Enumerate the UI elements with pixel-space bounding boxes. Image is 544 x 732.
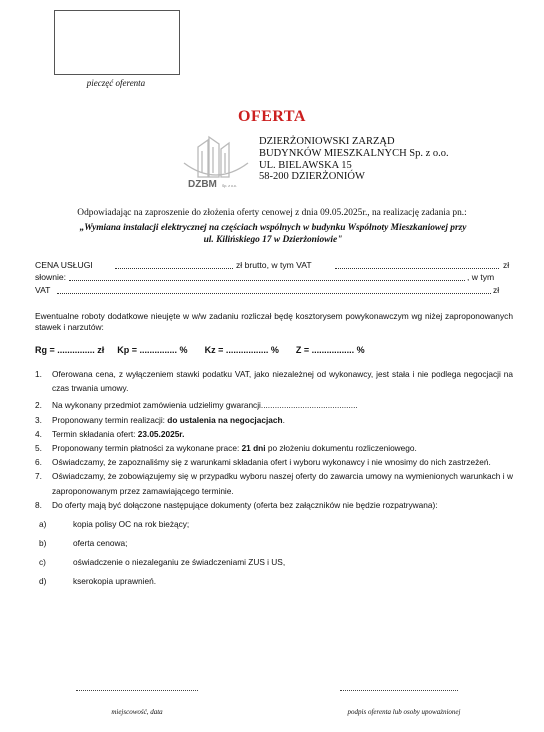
factor-rg[interactable]: Rg = ............... zł — [35, 345, 105, 355]
list-item — [35, 367, 513, 395]
slownie-label: słownie: — [35, 272, 67, 283]
attachment-letter: c) — [39, 557, 46, 568]
warranty-text: Na wykonany przedmiot zamówienia udzielimy gwarancji.......................................... — [52, 400, 358, 411]
factor-z[interactable]: Z = ................. % — [295, 345, 365, 355]
company-name-line1: DZIERŻONIOWSKI ZARZĄD — [259, 136, 395, 147]
item-text-end: po złożeniu dokumentu rozliczeniowego. — [265, 443, 417, 454]
list-item — [35, 441, 513, 455]
company-logo — [178, 133, 254, 191]
item-text: Oświadczamy, że zobowiązujemy się w przypadku wyboru naszej oferty do zawarcia umowy na wymienionych warunkach i w zaproponowanym przez zamawiającego terminie. — [52, 471, 513, 496]
stamp-label: pieczęć oferenta — [86, 78, 146, 88]
list-item — [35, 427, 513, 441]
price-label: CENA USŁUGI — [35, 260, 93, 270]
company-name-line2: BUDYNKÓW MIESZKALNYCH Sp. z o.o. — [259, 147, 449, 159]
vat-zl-label: zł — [493, 284, 500, 295]
item-text: Do oferty mają być dołączone następujące dokumenty (oferta bez załączników nie będzie rozpatrywana): — [52, 499, 438, 510]
w-tym-label: , w tym — [467, 272, 495, 283]
item-number: 6. — [35, 457, 42, 468]
item-number: 4. — [35, 428, 42, 439]
attachment-letter: a) — [39, 519, 47, 530]
price-brutto-field[interactable] — [115, 259, 233, 269]
item-number: 8. — [35, 499, 42, 510]
price-brutto-label: zł brutto, w tym VAT — [236, 260, 312, 270]
logo-subtext: Sp. z o.o. — [222, 184, 237, 188]
logo-text: DZBM — [188, 179, 217, 190]
item-number: 7. — [35, 471, 42, 482]
price-vat-field[interactable] — [335, 259, 499, 269]
price-row-1 — [35, 259, 513, 271]
list-item — [35, 498, 513, 512]
item-number: 2. — [35, 400, 42, 411]
price-zl-label: zł — [503, 260, 510, 270]
realization-term: do ustalenia na negocjacjach — [167, 414, 283, 425]
item-text: Proponowany termin płatności za wykonane prace: — [52, 443, 242, 454]
rate-factors — [35, 345, 513, 355]
item-number: 1. — [35, 369, 42, 379]
place-date-field[interactable] — [76, 690, 198, 691]
item-number: 3. — [35, 414, 42, 425]
attachment-item — [35, 574, 513, 593]
price-row-3 — [35, 284, 513, 296]
attachment-text: kopia polisy OC na rok bieżący; — [73, 519, 190, 530]
company-street: UL. BIELAWSKA 15 — [259, 159, 352, 171]
attachment-item — [35, 536, 513, 555]
company-city: 58-200 DZIERŻONIÓW — [259, 171, 365, 183]
offer-deadline: 23.05.2025r. — [137, 428, 185, 439]
list-item — [35, 398, 513, 412]
company-address-block — [259, 136, 449, 183]
place-date-label: miejscowość, data — [111, 708, 163, 716]
vat-words-field[interactable] — [57, 284, 491, 294]
subject-line2: ul. Kilińskiego 17 w Dzierżoniowie" — [203, 235, 343, 245]
attachment-letter: b) — [39, 538, 47, 549]
attachment-text: oświadczenie o niezaleganiu ze świadczeniami ZUS i US, — [73, 557, 286, 568]
price-row-2 — [35, 271, 513, 283]
price-section — [35, 259, 513, 296]
intro-text: Odpowiadając na zaproszenie do złożenia oferty cenowej z dnia 09.05.2025r., na realizację zadania pn.: — [77, 208, 467, 218]
task-subject — [30, 222, 516, 246]
list-item — [35, 469, 513, 497]
list-item — [35, 455, 513, 469]
stamp-box — [54, 10, 180, 75]
factor-kz[interactable]: Kz = ................. % — [204, 345, 279, 355]
subject-line1: „Wymiana instalacji elektrycznej na częściach wspólnych w budynku Wspólnoty Mieszkaniowej przy — [79, 223, 467, 233]
terms-list — [35, 367, 513, 593]
item-text-end: . — [282, 414, 285, 425]
item-number: 5. — [35, 443, 42, 454]
vat-label: VAT — [35, 284, 51, 295]
page-title: OFERTA — [238, 108, 306, 125]
attachment-item — [35, 517, 513, 536]
item-text: Oświadczamy, że zapoznaliśmy się z warunkami składania ofert i wyboru wykonawcy i nie wnosimy do nich zastrzeżeń. — [52, 457, 491, 468]
item-text: Proponowany termin realizacji: — [52, 414, 168, 425]
payment-term: 21 dni — [241, 443, 266, 454]
signature-label: podpis oferenta lub osoby upoważnionej — [347, 708, 461, 716]
factor-kp[interactable]: Kp = ............... % — [117, 345, 188, 355]
attachment-text: kserokopia uprawnień. — [73, 576, 157, 587]
signature-field[interactable] — [340, 690, 458, 691]
item-text: Termin składania ofert: — [52, 428, 138, 439]
item-text: Oferowana cena, z wyłączeniem stawki podatku VAT, jako niezależnej od wykonawcy, jest stała i nie podlega negocjacji na czas trwania umowy. — [52, 369, 513, 394]
additional-works-text: Ewentualne roboty dodatkowe nieujęte w w/w zadaniu rozliczał będę kosztorysem powykonawczym wg niżej zaproponowanych stawek i narzutów: — [35, 311, 513, 332]
attachment-text: oferta cenowa; — [73, 538, 128, 549]
slownie-field[interactable] — [69, 271, 465, 281]
attachment-letter: d) — [39, 576, 47, 587]
list-item — [35, 413, 513, 427]
attachment-item — [35, 555, 513, 574]
